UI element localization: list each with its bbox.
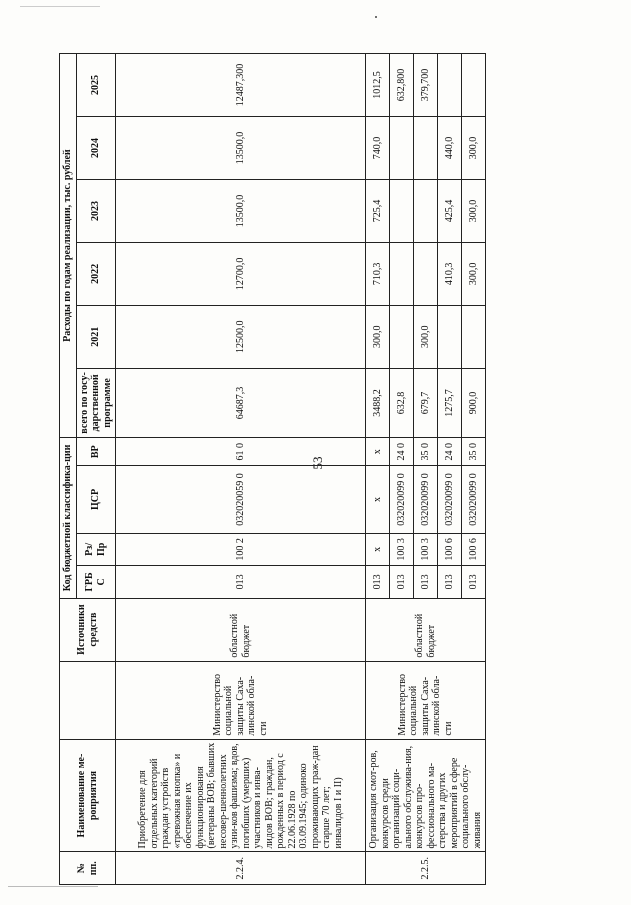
row-rzpr: 100 6 xyxy=(438,533,462,566)
col-executor-header xyxy=(60,661,116,739)
row-2022 xyxy=(390,242,414,305)
col-total-header: всего по госу-дарственной программе xyxy=(76,368,116,437)
budget-code-header: Код бюджетной классифика-ции xyxy=(60,438,77,599)
row-2025: 12487,300 xyxy=(116,54,366,117)
row-rzpr: х xyxy=(366,533,390,566)
row-vr: 35 0 xyxy=(414,438,438,466)
col-rzpr-header: Рз/ Пр xyxy=(76,533,116,566)
row-source: областной бюджет xyxy=(366,598,486,661)
row-2021: 300,0 xyxy=(366,305,390,368)
row-num: 2.2.5. xyxy=(366,852,486,885)
col-2021-header: 2021 xyxy=(76,305,116,368)
row-total: 900,0 xyxy=(462,368,486,437)
row-2024: 440,0 xyxy=(438,117,462,180)
row-2022: 710,3 xyxy=(366,242,390,305)
col-num-header: № пп. xyxy=(60,852,116,885)
row-csr: 032020099 0 xyxy=(390,466,414,533)
table-row-2-2-4 xyxy=(116,54,366,885)
row-rzpr: 100 3 xyxy=(414,533,438,566)
row-rzpr: 100 3 xyxy=(390,533,414,566)
row-2021 xyxy=(390,305,414,368)
col-source-header: Источники средств xyxy=(60,598,116,661)
row-csr: 032020099 0 xyxy=(438,466,462,533)
col-csr-header: ЦСР xyxy=(76,466,116,533)
row-2025 xyxy=(462,54,486,117)
row-csr: 032020099 0 xyxy=(414,466,438,533)
row-csr: 032020059 0 xyxy=(116,466,366,533)
row-grbs: 013 xyxy=(366,566,390,599)
row-2024 xyxy=(414,117,438,180)
col-grbs-header: ГРБ С xyxy=(76,566,116,599)
row-2025: 379,700 xyxy=(414,54,438,117)
row-grbs: 013 xyxy=(462,566,486,599)
row-total: 679,7 xyxy=(414,368,438,437)
scan-speck xyxy=(375,16,377,18)
row-executor: Министерство социальной защиты Саха-линской обла-сти xyxy=(116,661,366,739)
row-grbs: 013 xyxy=(390,566,414,599)
row-total: 64687,3 xyxy=(116,368,366,437)
row-vr: 61 0 xyxy=(116,438,366,466)
row-grbs: 013 xyxy=(116,566,366,599)
row-2023: 425,4 xyxy=(438,180,462,243)
row-rzpr: 100 6 xyxy=(462,533,486,566)
row-vr: 35 0 xyxy=(462,438,486,466)
row-name: Приобретение для отдельных категорий граждан устройств «тревожная кнопка» и обеспечение их функционирования (ветераны ВОВ; бывших несовер-шеннолетних узни-ков фашизма; вдов, погибших (умерших) участников и инва-лидов ВОВ; граждан, рожденных в период с 22.06.1928 по 03.09.1945; одиноко проживающих граж-дан старше 70 лет; инвалидов I и II) xyxy=(116,739,366,852)
row-2024: 300,0 xyxy=(462,117,486,180)
row-csr: 032020099 0 xyxy=(462,466,486,533)
col-2025-header: 2025 xyxy=(76,54,116,117)
col-name-header: Наименование ме-роприятия xyxy=(60,739,116,852)
row-2021: 12500,0 xyxy=(116,305,366,368)
row-2022: 12700,0 xyxy=(116,242,366,305)
row-total: 1275,7 xyxy=(438,368,462,437)
col-2023-header: 2023 xyxy=(76,180,116,243)
row-2024 xyxy=(390,117,414,180)
row-source: областной бюджет xyxy=(116,598,366,661)
row-2025: 632,800 xyxy=(390,54,414,117)
row-2022: 300,0 xyxy=(462,242,486,305)
budget-table xyxy=(59,53,486,885)
scan-edge xyxy=(20,6,100,7)
row-2022 xyxy=(414,242,438,305)
row-vr: 24 0 xyxy=(390,438,414,466)
row-executor: Министерство социальной защиты Саха-линской обла-сти xyxy=(366,661,486,739)
row-total: 632,8 xyxy=(390,368,414,437)
row-rzpr: 100 2 xyxy=(116,533,366,566)
table-row-2-2-5-a xyxy=(366,54,390,885)
row-2023: 725,4 xyxy=(366,180,390,243)
row-2023 xyxy=(390,180,414,243)
header-row-1 xyxy=(60,54,77,885)
row-vr: х xyxy=(366,438,390,466)
row-2022: 410,3 xyxy=(438,242,462,305)
col-2024-header: 2024 xyxy=(76,117,116,180)
scan-edge xyxy=(8,886,98,887)
row-2023: 300,0 xyxy=(462,180,486,243)
row-grbs: 013 xyxy=(414,566,438,599)
col-vr-header: ВР xyxy=(76,438,116,466)
page-number: 53 xyxy=(310,456,325,470)
row-2021 xyxy=(438,305,462,368)
row-2025 xyxy=(438,54,462,117)
row-grbs: 013 xyxy=(438,566,462,599)
row-total: 3488,2 xyxy=(366,368,390,437)
expenses-header: Расходы по годам реализации, тыс. рублей xyxy=(60,54,77,438)
row-2023: 13500,0 xyxy=(116,180,366,243)
row-2024: 740,0 xyxy=(366,117,390,180)
row-2024: 13500,0 xyxy=(116,117,366,180)
row-2021: 300,0 xyxy=(414,305,438,368)
row-2023 xyxy=(414,180,438,243)
row-2021 xyxy=(462,305,486,368)
row-name: Организация смот-ров, конкурсов среди организаций соци-ального обслужива-ния, конкурсов про-фессионального ма-стерства и других мероприятий в сфере социального обслу-живания xyxy=(366,739,486,852)
col-2022-header: 2022 xyxy=(76,242,116,305)
row-csr: х xyxy=(366,466,390,533)
row-2025: 1012,5 xyxy=(366,54,390,117)
budget-table-rotated xyxy=(59,53,579,885)
row-num: 2.2.4. xyxy=(116,852,366,885)
row-vr: 24 0 xyxy=(438,438,462,466)
